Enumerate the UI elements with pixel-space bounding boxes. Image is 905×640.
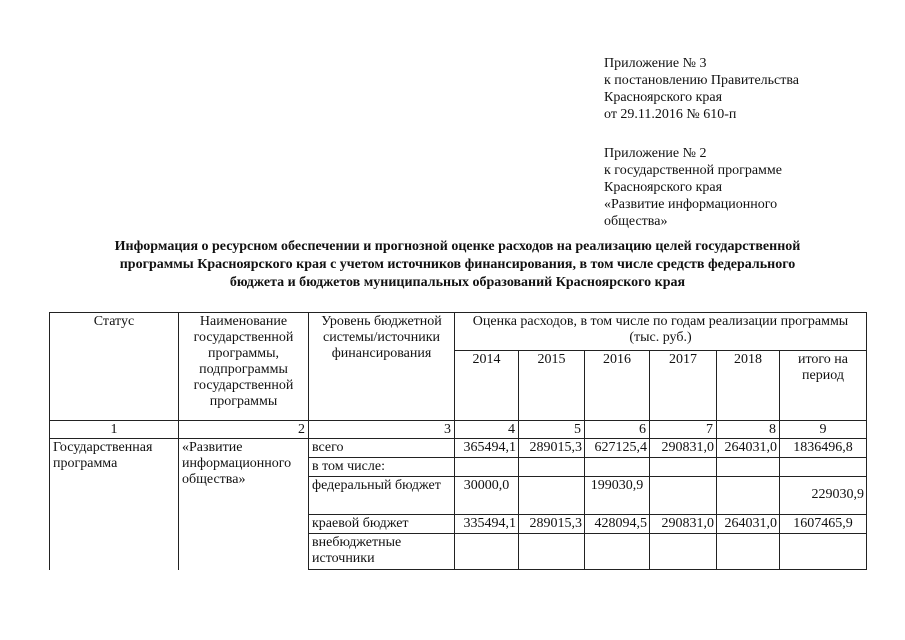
appendix-2-line: общества» [604,214,668,229]
value-cell: 290831,0 [650,439,717,458]
header-status: Статус [50,313,179,421]
header-total: итого на период [780,351,867,421]
appendix-3-line: Приложение № 3 [604,56,707,71]
value-cell: 30000,0 [455,477,519,515]
value-cell: 289015,3 [519,439,585,458]
value-cell [717,477,780,515]
value-cell [717,534,780,570]
header-year: 2016 [585,351,650,421]
status-cell: Государственная программа [50,439,179,570]
value-cell [519,477,585,515]
header-row [50,313,867,351]
resource-table [49,312,867,570]
title-line: программы Красноярского края с учетом источников финансирования, в том числе средств федерального [119,257,796,272]
column-number: 4 [455,421,519,439]
budget-level-cell: всего [309,439,455,458]
value-cell: 264031,0 [717,439,780,458]
column-number-row [50,421,867,439]
header-year: 2017 [650,351,717,421]
appendix-2-line: Приложение № 2 [604,146,707,161]
total-cell: 1836496,8 [780,439,867,458]
value-cell [455,458,519,477]
header-year: 2018 [717,351,780,421]
column-number: 7 [650,421,717,439]
budget-level-cell: внебюджетные источники [309,534,455,570]
column-number: 8 [717,421,780,439]
title-line: бюджета и бюджетов муниципальных образований Красноярского края [229,275,686,290]
column-number: 2 [179,421,309,439]
program-name-cell: «Развитие информационного общества» [179,439,309,570]
column-number: 5 [519,421,585,439]
appendix-2-line: Красноярского края [604,180,723,195]
appendix-3-note [604,55,799,123]
value-cell: 428094,5 [585,515,650,534]
header-program-name: Наименование государственной программы, подпрограммы государственной программы [179,313,309,421]
appendix-2-line: к государственной программе [604,163,782,178]
header-year: 2015 [519,351,585,421]
value-cell: 264031,0 [717,515,780,534]
column-number: 6 [585,421,650,439]
value-cell: 365494,1 [455,439,519,458]
value-cell [519,534,585,570]
value-cell [717,458,780,477]
header-budget-level: Уровень бюджетной системы/источники финансирования [309,313,455,421]
value-cell [650,458,717,477]
total-cell: 229030,9 [780,477,867,515]
value-cell: 335494,1 [455,515,519,534]
value-cell: 627125,4 [585,439,650,458]
value-cell: 289015,3 [519,515,585,534]
value-cell [455,534,519,570]
header-estimate: Оценка расходов, в том числе по годам реализации программы (тыс. руб.) [455,313,867,351]
table-row [50,439,867,458]
value-cell [650,534,717,570]
value-cell [650,477,717,515]
column-number: 3 [309,421,455,439]
header-year: 2014 [455,351,519,421]
column-number: 1 [50,421,179,439]
value-cell [585,458,650,477]
value-cell: 199030,9 [585,477,650,515]
budget-level-cell: федеральный бюджет [309,477,455,515]
total-cell [780,534,867,570]
appendix-3-line: к постановлению Правительства [604,73,800,88]
value-cell [585,534,650,570]
appendix-2-note [604,145,782,230]
budget-level-cell: краевой бюджет [309,515,455,534]
title-line: Информация о ресурсном обеспечении и прогнозной оценке расходов на реализацию целей государственной [114,239,801,254]
value-cell [519,458,585,477]
budget-level-cell: в том числе: [309,458,455,477]
document-title [50,238,865,292]
appendix-3-line: от 29.11.2016 № 610-п [604,107,737,122]
appendix-2-line: «Развитие информационного [604,197,778,212]
value-cell: 290831,0 [650,515,717,534]
column-number: 9 [780,421,867,439]
total-cell [780,458,867,477]
total-cell: 1607465,9 [780,515,867,534]
appendix-3-line: Красноярского края [604,90,723,105]
